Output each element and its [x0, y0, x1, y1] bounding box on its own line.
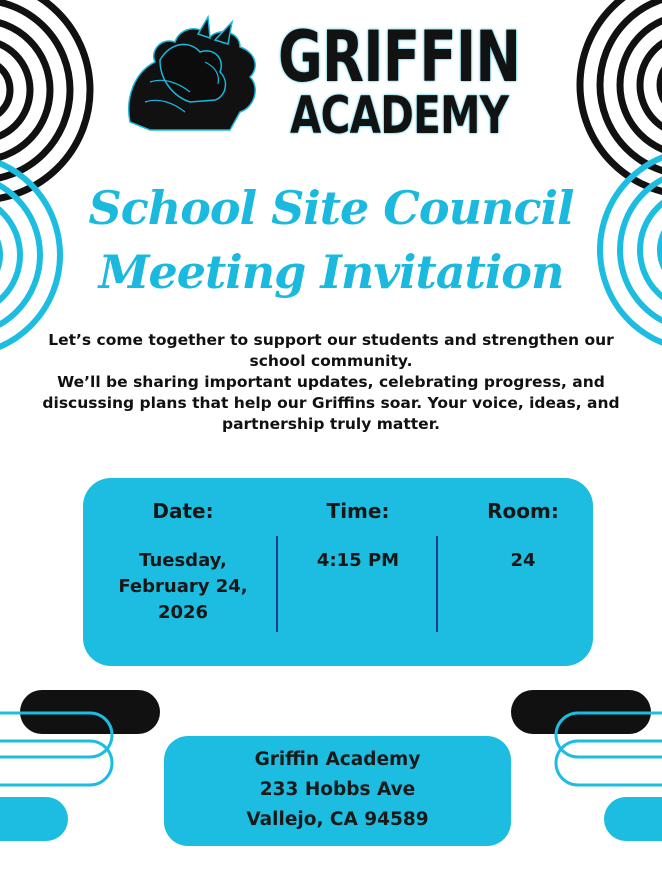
time-label: Time: — [326, 499, 390, 523]
intro-line1: Let’s come together to support our students and strengthen our school community. — [48, 331, 614, 370]
room-column — [458, 498, 588, 574]
logo-line2: ACADEMY — [290, 86, 509, 146]
date-column — [108, 498, 258, 626]
title-line2: Meeting Invitation — [98, 245, 564, 299]
title-line1: School Site Council — [88, 181, 574, 235]
time-column — [288, 498, 428, 574]
date-value: Tuesday, February 24, 2026 — [118, 550, 248, 623]
page-title — [0, 176, 662, 304]
room-label: Room: — [487, 499, 559, 523]
intro-text — [40, 330, 622, 435]
meeting-details-panel — [83, 478, 593, 666]
school-logo — [120, 12, 540, 146]
time-value: 4:15 PM — [316, 550, 400, 571]
griffin-icon — [120, 12, 270, 137]
address-panel — [164, 736, 511, 846]
logo-line1: GRIFFIN — [278, 16, 521, 98]
address-line3: Vallejo, CA 94589 — [246, 809, 429, 830]
bottom-left-pills — [0, 690, 160, 841]
bottom-right-pills — [511, 690, 662, 841]
divider-left — [276, 536, 278, 632]
room-value: 24 — [510, 550, 536, 571]
logo-wordmark — [278, 16, 521, 146]
address-line2: 233 Hobbs Ave — [259, 779, 416, 800]
address-line1: Griffin Academy — [254, 749, 421, 770]
date-label: Date: — [152, 499, 214, 523]
intro-line2: We’ll be sharing important updates, celebrating progress, and discussing plans that help our Griffins soar. Your voice, ideas, and partnership truly matter. — [42, 373, 620, 433]
divider-right — [436, 536, 438, 632]
